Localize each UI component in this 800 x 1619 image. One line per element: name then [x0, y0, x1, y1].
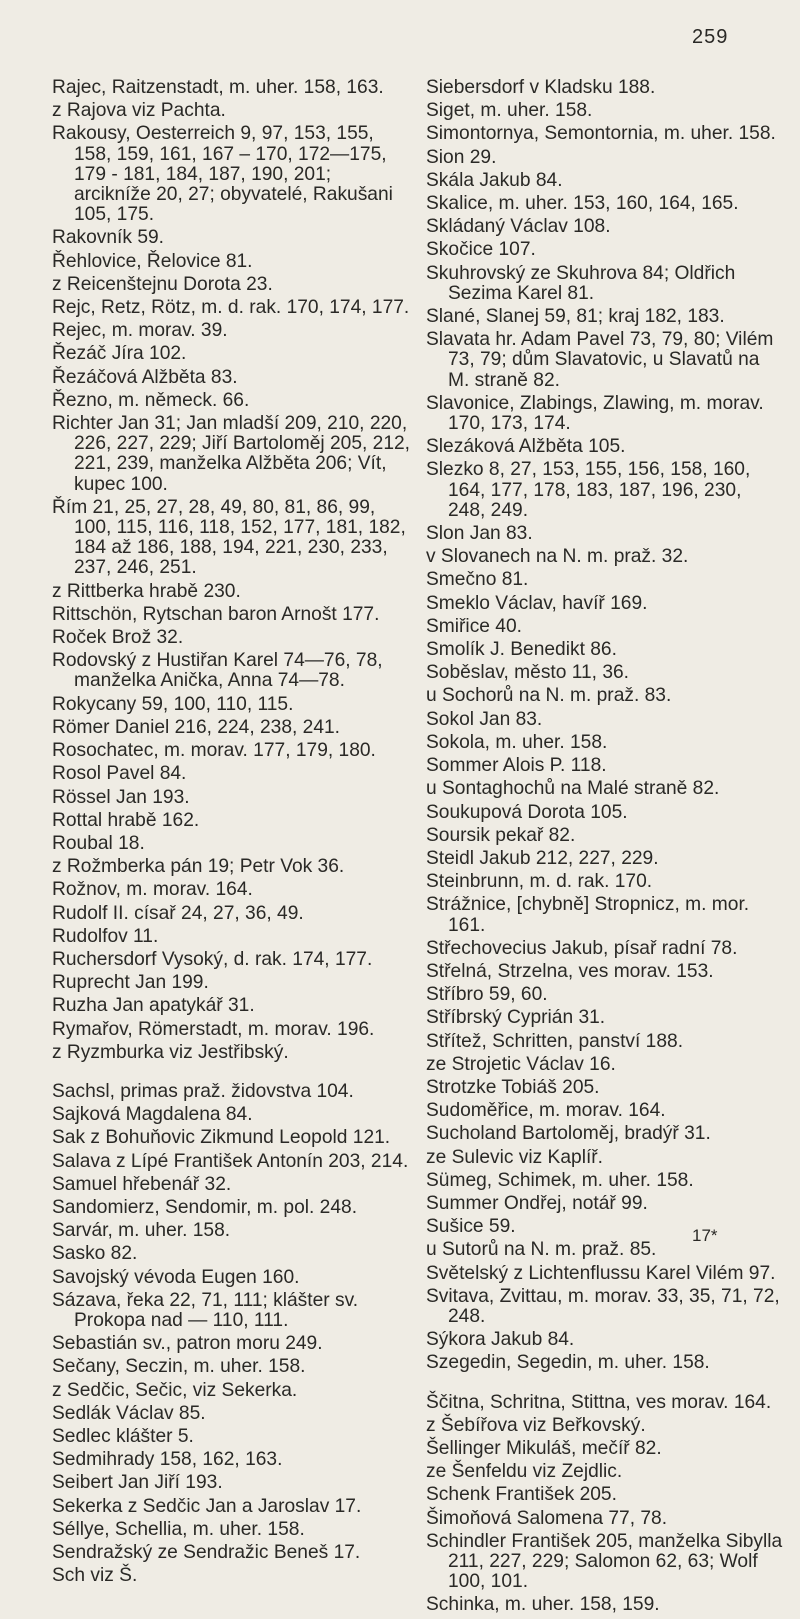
- index-entry: Samuel hřebenář 32.: [52, 1173, 232, 1195]
- index-entry: Sucholand Bartoloměj, bradýř 31.: [426, 1123, 711, 1145]
- index-entry: Sandomierz, Sendomir, m. pol. 248.: [52, 1196, 358, 1218]
- index-entry: Schenk František 205.: [426, 1484, 617, 1506]
- index-entry: Rokycany 59, 100, 110, 115.: [52, 693, 294, 715]
- index-entry: Smolík J. Benedikt 86.: [426, 639, 617, 661]
- index-entry: Rejec, m. morav. 39.: [52, 320, 228, 342]
- index-entry: Sedmihrady 158, 162, 163.: [52, 1449, 283, 1471]
- index-entry: Sekerka z Sedčic Jan a Jaroslav 17.: [52, 1495, 362, 1517]
- index-entry: Savojský vévoda Eugen 160.: [52, 1266, 300, 1288]
- index-entry: Rudolfov 11.: [52, 925, 159, 947]
- index-entry: Simontornya, Semontornia, m. uher. 158.: [426, 123, 776, 145]
- index-entry: Sedlák Václav 85.: [52, 1402, 206, 1424]
- index-entry: Rakousy, Oesterreich 9, 97, 153, 155, 158, 159, 161, 167 – 170, 172—175, 179 - 181, 184, 187, 190, 201; arcikníže 20, 27; obyvatelé, Rakušani 105, 175.: [52, 123, 393, 226]
- index-entry: Sedlec klášter 5.: [52, 1425, 194, 1447]
- index-entry: Salava z Lípé František Antonín 203, 214.: [52, 1150, 409, 1172]
- index-entry: Sion 29.: [426, 146, 497, 168]
- index-entry: Rožnov, m. morav. 164.: [52, 879, 253, 901]
- index-entry: Řezáčová Alžběta 83.: [52, 366, 238, 388]
- index-entry: Šellinger Mikuláš, mečíř 82.: [426, 1437, 662, 1459]
- index-entry: Svitava, Zvittau, m. morav. 33, 35, 71, 72, 248.: [426, 1285, 780, 1327]
- index-entry: u Sontaghochů na Malé straně 82.: [426, 778, 720, 800]
- index-entry: Siget, m. uher. 158.: [426, 100, 593, 122]
- index-entry: Siebersdorf v Kladsku 188.: [426, 77, 656, 98]
- index-entry: Sázava, řeka 22, 71, 111; klášter sv. Prokopa nad — 110, 111.: [52, 1289, 359, 1331]
- index-entry: Střechovecius Jakub, písař radní 78.: [426, 937, 738, 959]
- index-entry: Rittschön, Rytschan baron Arnošt 177.: [52, 603, 380, 625]
- index-column-left: [52, 78, 410, 1589]
- index-entry: u Sutorů na N. m. praž. 85.: [426, 1239, 657, 1261]
- index-entry: z Rittberka hrabě 230.: [52, 580, 241, 602]
- index-entry: Rakovník 59.: [52, 227, 164, 249]
- index-entry: Střítež, Schritten, panství 188.: [426, 1030, 684, 1052]
- index-entry: Summer Ondřej, notář 99.: [426, 1192, 648, 1214]
- index-entry: Ruzha Jan apatykář 31.: [52, 995, 255, 1017]
- index-entry: Smiřice 40.: [426, 615, 522, 637]
- index-entry: Šimoňová Salomena 77, 78.: [426, 1507, 668, 1529]
- index-entry: Řezno, m. německ. 66.: [52, 389, 250, 411]
- index-entry: Slavata hr. Adam Pavel 73, 79, 80; Vilém 73, 79; dům Slavatovic, u Slavatů na M. straně 82.: [426, 329, 774, 391]
- index-entry: Slon Jan 83.: [426, 523, 533, 545]
- index-entry: z Sedčic, Sečic, viz Sekerka.: [52, 1379, 298, 1401]
- index-entry: Slavonice, Zlabings, Zlawing, m. morav. 170, 173, 174.: [426, 392, 764, 435]
- index-entry: Sak z Bohuňovic Zikmund Leopold 121.: [52, 1127, 391, 1149]
- index-entry: Řezáč Jíra 102.: [52, 343, 187, 365]
- index-entry: Schindler František 205, manželka Sibylla 211, 227, 229; Salomon 62, 63; Wolf 100, 101.: [426, 1530, 783, 1593]
- index-entry: u Sochorů na N. m. praž. 83.: [426, 685, 672, 707]
- index-entry: ze Sulevic viz Kaplíř.: [426, 1146, 604, 1168]
- index-entry: Steidl Jakub 212, 227, 229.: [426, 847, 659, 869]
- index-entry: z Šebířova viz Beřkovský.: [426, 1414, 646, 1436]
- index-entry: Richter Jan 31; Jan mladší 209, 210, 220, 226, 227, 229; Jiří Bartoloměj 205, 212, 221, 239, manželka Alžběta 206; Vít, kupec 100.: [52, 413, 410, 495]
- index-entry: Ščitna, Schritna, Stittna, ves morav. 164.: [426, 1391, 772, 1413]
- index-entry: Rössel Jan 193.: [52, 786, 190, 808]
- index-entry: Ruchersdorf Vysoký, d. rak. 174, 177.: [52, 948, 373, 970]
- index-entry: ze Šenfeldu viz Zejdlic.: [426, 1461, 623, 1483]
- index-entry: Sarvár, m. uher. 158.: [52, 1220, 231, 1242]
- index-entry: Skalice, m. uher. 153, 160, 164, 165.: [426, 193, 739, 215]
- index-entry: Soběslav, město 11, 36.: [426, 662, 630, 684]
- index-entry: Stříbrský Cyprián 31.: [426, 1007, 606, 1029]
- index-entry: Sečany, Seczin, m. uher. 158.: [52, 1356, 306, 1378]
- index-entry: Sudoměřice, m. morav. 164.: [426, 1100, 666, 1122]
- index-entry: Rymařov, Römerstadt, m. morav. 196.: [52, 1018, 375, 1040]
- index-entry: Skála Jakub 84.: [426, 169, 563, 191]
- index-column-right: [426, 78, 784, 1619]
- index-entry: Řím 21, 25, 27, 28, 49, 80, 81, 86, 99, 100, 115, 116, 118, 152, 177, 181, 182, 184 až 186, 188, 194, 221, 230, 233, 237, 246, 251.: [52, 496, 406, 579]
- index-entry: z Rožmberka pán 19; Petr Vok 36.: [52, 856, 345, 878]
- index-entry: Strážnice, [chybně] Stropnicz, m. mor. 161.: [426, 894, 750, 936]
- index-entry: Strotzke Tobiáš 205.: [426, 1076, 600, 1098]
- index-entry: Sch viz Š.: [52, 1565, 138, 1587]
- index-entry: Sušice 59.: [426, 1216, 516, 1238]
- index-entry: Sommer Alois P. 118.: [426, 755, 607, 777]
- index-entry: Séllye, Schellia, m. uher. 158.: [52, 1518, 305, 1540]
- index-entry: Smeklo Václav, havíř 169.: [426, 592, 648, 614]
- printer-signature-mark: 17*: [692, 1226, 718, 1245]
- index-entry: Skočice 107.: [426, 239, 536, 261]
- index-entry: Skládaný Václav 108.: [426, 216, 611, 238]
- index-entry: Rajec, Raitzenstadt, m. uher. 158, 163.: [52, 77, 384, 98]
- index-entry: z Reicenštejnu Dorota 23.: [52, 273, 273, 295]
- index-entry: Světelský z Lichtenflussu Karel Vilém 97.: [426, 1262, 776, 1284]
- index-entry: ze Strojetic Václav 16.: [426, 1053, 616, 1075]
- index-entry: Sokola, m. uher. 158.: [426, 731, 608, 753]
- index-entry: Sajková Magdalena 84.: [52, 1104, 253, 1126]
- index-entry: Stříbro 59, 60.: [426, 984, 548, 1006]
- index-entry: Sachsl, primas praž. židovstva 104.: [52, 1080, 354, 1102]
- index-entry: Rosochatec, m. morav. 177, 179, 180.: [52, 740, 376, 762]
- index-entry: Sasko 82.: [52, 1243, 138, 1265]
- index-entry: v Slovanech na N. m. praž. 32.: [426, 546, 689, 568]
- index-entry: Sokol Jan 83.: [426, 708, 543, 730]
- index-entry: Slezko 8, 27, 153, 155, 156, 158, 160, 164, 177, 178, 183, 187, 196, 230, 248, 249.: [426, 459, 751, 521]
- index-entry: Sýkora Jakub 84.: [426, 1329, 575, 1351]
- index-entry: Sümeg, Schimek, m. uher. 158.: [426, 1169, 694, 1191]
- index-entry: Soursik pekař 82.: [426, 824, 576, 846]
- index-entry: Rottal hrabě 162.: [52, 809, 200, 831]
- index-entry: Sebastián sv., patron moru 249.: [52, 1333, 323, 1355]
- page-number: 259: [692, 26, 729, 48]
- index-entry: Römer Daniel 216, 224, 238, 241.: [52, 716, 340, 738]
- index-entry: Sendražský ze Sendražic Beneš 17.: [52, 1542, 361, 1563]
- index-entry: Rodovský z Hustiřan Karel 74—76, 78, manželka Anička, Anna 74—78.: [52, 650, 383, 692]
- index-entry: Slezáková Alžběta 105.: [426, 436, 626, 458]
- index-entry: Schinka, m. uher. 158, 159.: [426, 1594, 660, 1616]
- index-entry: Szegedin, Segedin, m. uher. 158.: [426, 1352, 710, 1374]
- index-entry: Steinbrunn, m. d. rak. 170.: [426, 871, 653, 893]
- index-entry: Soukupová Dorota 105.: [426, 801, 628, 823]
- index-entry: Střelná, Strzelna, ves morav. 153.: [426, 960, 714, 982]
- index-entry: z Ryzmburka viz Jestřibský.: [52, 1041, 289, 1063]
- index-entry: Skuhrovský ze Skuhrova 84; Oldřich Sezima Karel 81.: [426, 262, 736, 304]
- index-entry: Řehlovice, Řelovice 81.: [52, 250, 253, 272]
- index-entry: Roubal 18.: [52, 832, 145, 854]
- index-entry: z Rajova viz Pachta.: [52, 100, 226, 122]
- index-entry: Seibert Jan Jiří 193.: [52, 1472, 223, 1494]
- index-entry: Smečno 81.: [426, 569, 529, 591]
- index-entry: Slané, Slanej 59, 81; kraj 182, 183.: [426, 306, 725, 328]
- index-entry: Rudolf II. císař 24, 27, 36, 49.: [52, 902, 304, 924]
- index-entry: Ruprecht Jan 199.: [52, 972, 209, 994]
- index-entry: Rosol Pavel 84.: [52, 763, 187, 785]
- index-entry: Roček Brož 32.: [52, 627, 184, 649]
- index-entry: Rejc, Retz, Rötz, m. d. rak. 170, 174, 177.: [52, 297, 410, 319]
